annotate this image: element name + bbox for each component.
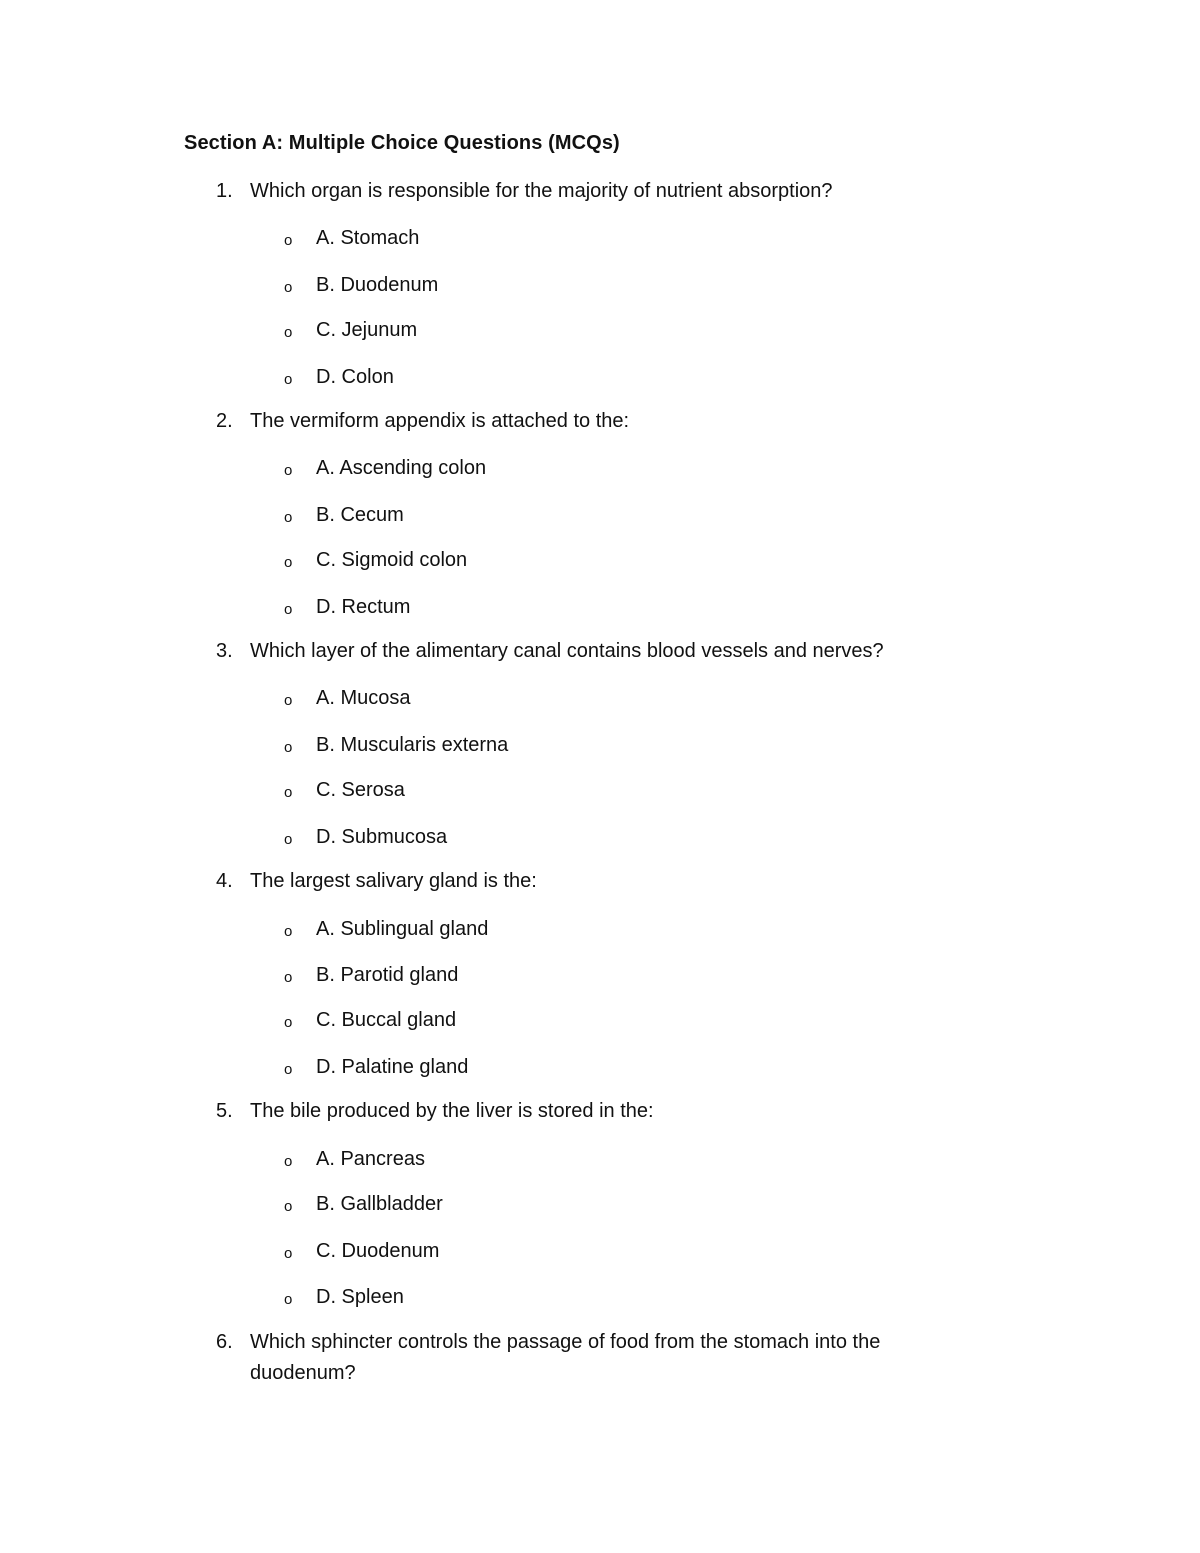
bullet-icon: o: [284, 1153, 293, 1170]
question-3: [216, 636, 956, 667]
option-label: B. Parotid gland: [316, 964, 459, 986]
option-label: C. Jejunum: [316, 319, 418, 341]
bullet-icon: o: [284, 1291, 293, 1308]
option-label: A. Pancreas: [316, 1148, 425, 1170]
question-number: 5.: [216, 1100, 233, 1122]
bullet-icon: o: [284, 324, 293, 341]
option-3b: [284, 730, 508, 762]
option-1d: [284, 362, 394, 394]
option-label: D. Submucosa: [316, 826, 448, 848]
option-2a: [284, 453, 486, 485]
option-1b: [284, 270, 438, 302]
bullet-icon: o: [284, 279, 293, 296]
bullet-icon: o: [284, 692, 293, 709]
option-5a: [284, 1144, 425, 1176]
bullet-icon: o: [284, 1014, 293, 1031]
bullet-icon: o: [284, 1061, 293, 1078]
question-5: [216, 1096, 956, 1127]
question-number: 2.: [216, 410, 233, 432]
bullet-icon: o: [284, 232, 293, 249]
question-text: Which layer of the alimentary canal contains blood vessels and nerves?: [250, 640, 884, 662]
option-label: D. Spleen: [316, 1286, 404, 1308]
bullet-icon: o: [284, 1245, 293, 1262]
option-2b: [284, 500, 404, 532]
question-number: 6.: [216, 1331, 233, 1353]
option-label: B. Cecum: [316, 504, 404, 526]
option-5c: [284, 1236, 439, 1268]
question-text: Which organ is responsible for the majority of nutrient absorption?: [250, 180, 833, 202]
option-label: D. Palatine gland: [316, 1056, 469, 1078]
option-3c: [284, 775, 405, 807]
option-1c: [284, 315, 417, 347]
question-text: Which sphincter controls the passage of food from the stomach into the duodenum?: [250, 1331, 881, 1384]
option-label: C. Buccal gland: [316, 1009, 457, 1031]
bullet-icon: o: [284, 831, 293, 848]
option-label: C. Serosa: [316, 779, 405, 801]
option-label: B. Gallbladder: [316, 1193, 443, 1215]
option-5d: [284, 1282, 404, 1314]
question-number: 1.: [216, 180, 233, 202]
question-text: The vermiform appendix is attached to the:: [250, 410, 630, 432]
question-text: The bile produced by the liver is stored in the:: [250, 1100, 654, 1122]
bullet-icon: o: [284, 784, 293, 801]
option-4d: [284, 1052, 468, 1084]
option-label: A. Sublingual gland: [316, 918, 489, 940]
option-3a: [284, 683, 410, 715]
option-label: A. Stomach: [316, 227, 420, 249]
option-label: D. Colon: [316, 366, 394, 388]
bullet-icon: o: [284, 601, 293, 618]
question-6: [216, 1327, 936, 1389]
bullet-icon: o: [284, 462, 293, 479]
option-5b: [284, 1189, 443, 1221]
option-2c: [284, 545, 467, 577]
bullet-icon: o: [284, 509, 293, 526]
bullet-icon: o: [284, 371, 293, 388]
option-4b: [284, 960, 458, 992]
bullet-icon: o: [284, 923, 293, 940]
option-label: D. Rectum: [316, 596, 411, 618]
section-title: Section A: Multiple Choice Questions (MCQs): [184, 132, 620, 154]
option-4c: [284, 1005, 456, 1037]
option-label: C. Sigmoid colon: [316, 549, 468, 571]
bullet-icon: o: [284, 554, 293, 571]
option-label: B. Muscularis externa: [316, 734, 509, 756]
option-2d: [284, 592, 410, 624]
option-label: B. Duodenum: [316, 274, 439, 296]
question-text: The largest salivary gland is the:: [250, 870, 537, 892]
bullet-icon: o: [284, 1198, 293, 1215]
question-4: [216, 866, 956, 897]
bullet-icon: o: [284, 739, 293, 756]
option-label: C. Duodenum: [316, 1240, 440, 1262]
option-4a: [284, 914, 488, 946]
question-1: [216, 176, 956, 207]
bullet-icon: o: [284, 969, 293, 986]
option-label: A. Mucosa: [316, 687, 411, 709]
question-2: [216, 406, 956, 437]
option-label: A. Ascending colon: [316, 457, 487, 479]
question-number: 3.: [216, 640, 233, 662]
option-1a: [284, 223, 419, 255]
question-number: 4.: [216, 870, 233, 892]
option-3d: [284, 822, 447, 854]
